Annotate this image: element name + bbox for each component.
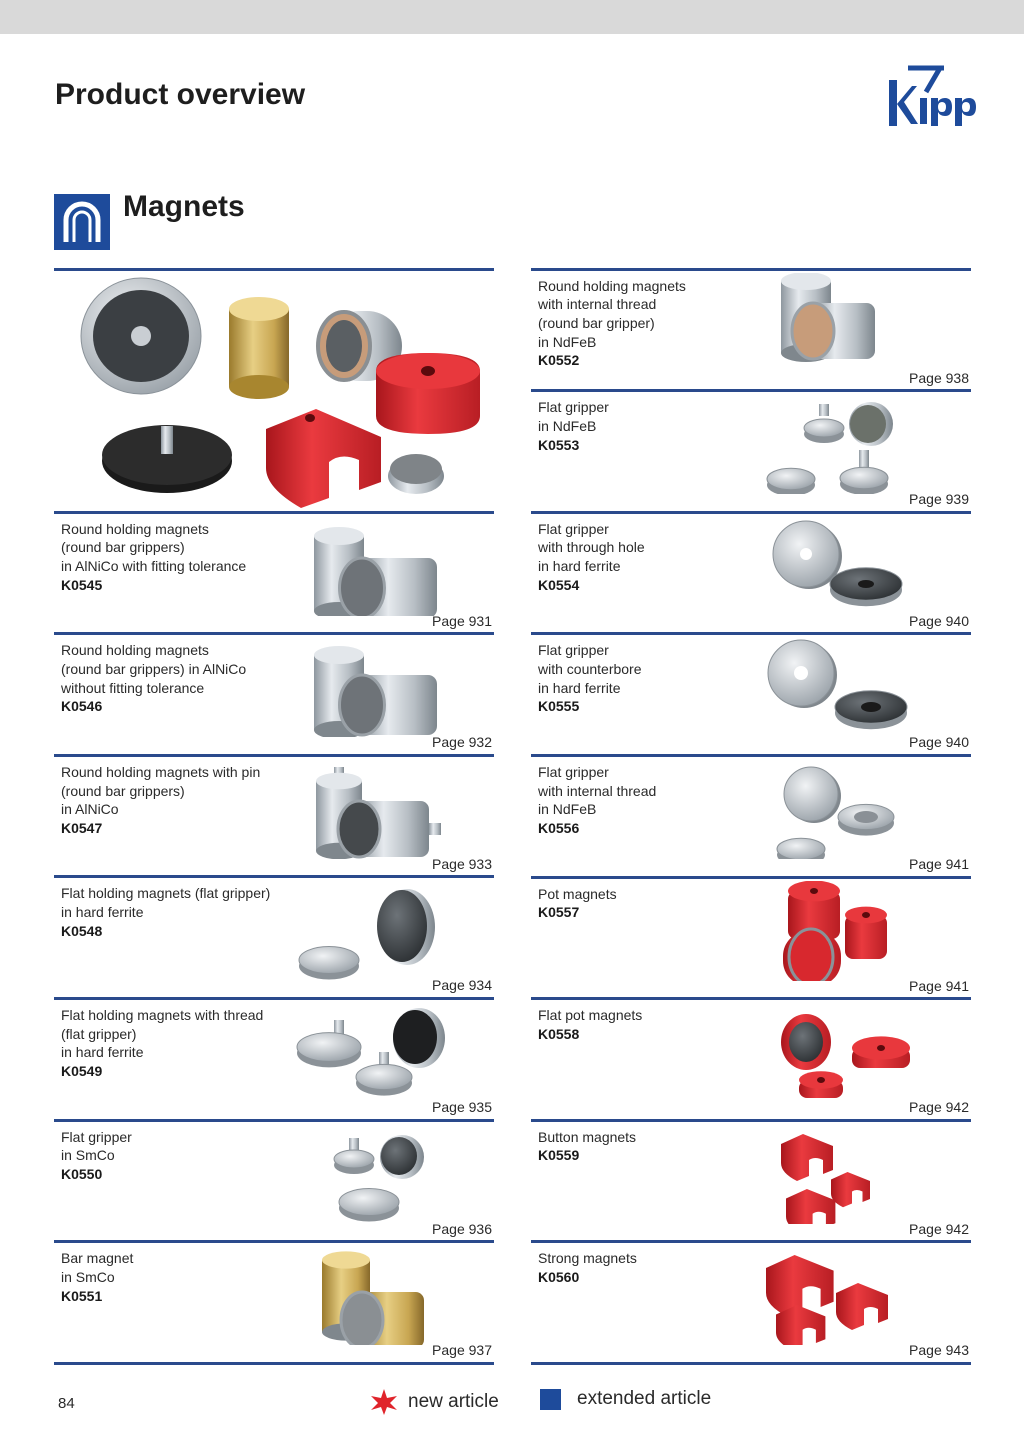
description-line: in hard ferrite <box>61 904 144 921</box>
product-image <box>721 637 971 737</box>
description-line: (round bar grippers) <box>61 539 185 556</box>
page-reference-link[interactable]: Page 938 <box>909 369 969 386</box>
product-image <box>244 516 494 616</box>
product-cell-k0551 <box>54 1240 494 1362</box>
kipp-logo <box>886 62 978 130</box>
page-reference-link[interactable]: Page 936 <box>432 1220 492 1237</box>
product-cell-k0550 <box>54 1119 494 1241</box>
product-image <box>721 273 971 373</box>
description-line: with internal thread <box>538 782 657 799</box>
product-image <box>244 1245 494 1345</box>
product-cell-k0546 <box>54 632 494 754</box>
page-reference-link[interactable]: Page 934 <box>432 977 492 994</box>
description-line: (round bar grippers) in AlNiCo <box>61 660 247 677</box>
product-cell-k0549 <box>54 997 494 1119</box>
description-line: (flat gripper) <box>61 1025 137 1042</box>
product-cell-k0558 <box>531 997 971 1119</box>
legend-new-article <box>370 1388 499 1416</box>
description-line: Flat gripper <box>61 1128 132 1145</box>
article-code: K0560 <box>538 1269 580 1285</box>
description-line: in SmCo <box>61 1268 115 1285</box>
product-image <box>721 1002 971 1102</box>
top-bar <box>0 0 1024 34</box>
product-cell-k0552 <box>531 268 971 390</box>
page-reference-link[interactable]: Page 940 <box>909 734 969 751</box>
description-line: Flat gripper <box>538 520 609 537</box>
description-line: Flat pot magnets <box>538 1007 643 1024</box>
description-line: (round bar gripper) <box>538 314 655 331</box>
description-line: in NdFeB <box>538 801 597 818</box>
article-code: K0556 <box>538 820 580 836</box>
description-line: in hard ferrite <box>538 679 621 696</box>
article-code: K0557 <box>538 904 580 921</box>
description-line: Pot magnets <box>538 885 617 902</box>
section-title: Magnets <box>123 190 245 223</box>
product-cell-k0553 <box>531 389 971 511</box>
description-line: Round holding magnets <box>61 520 209 537</box>
description-line: Flat gripper <box>538 763 609 780</box>
product-image <box>721 394 971 494</box>
product-cell-k0545 <box>54 511 494 633</box>
product-image <box>244 1002 494 1102</box>
legend-extended-label: extended article <box>577 1388 712 1409</box>
page-reference-link[interactable]: Page 933 <box>432 855 492 872</box>
left-bottom-rule <box>54 1362 494 1365</box>
product-image <box>721 516 971 616</box>
description-line: in AlNiCo with fitting tolerance <box>61 558 247 574</box>
page-reference-link[interactable]: Page 939 <box>909 491 969 508</box>
product-cell-k0555 <box>531 632 971 754</box>
description-line: with counterbore <box>538 661 642 677</box>
red-star-icon <box>370 1388 398 1416</box>
product-image <box>721 1124 971 1224</box>
product-cell-k0556 <box>531 754 971 876</box>
description-line: in AlNiCo <box>61 801 119 818</box>
description-line: Round holding magnets with pin <box>61 763 261 780</box>
right-bottom-rule <box>531 1362 971 1365</box>
description-line: Flat holding magnets (flat gripper) <box>61 885 271 902</box>
magnet-section-icon <box>54 194 110 250</box>
legend-new-label: new article <box>408 1391 499 1412</box>
product-image <box>721 1245 971 1345</box>
product-image <box>244 759 494 859</box>
page-reference-link[interactable]: Page 937 <box>432 1342 492 1359</box>
description-line: without fitting tolerance <box>61 679 205 696</box>
description-line: with through hole <box>538 539 645 556</box>
description-line: in NdFeB <box>538 333 597 350</box>
article-code: K0547 <box>61 819 103 836</box>
description-line: Bar magnet <box>61 1250 134 1267</box>
article-code: K0550 <box>61 1166 103 1182</box>
description-line: Button magnets <box>538 1128 637 1145</box>
description-line: in NdFeB <box>538 417 597 434</box>
page-title: Product overview <box>55 78 306 111</box>
article-code: K0545 <box>61 576 103 593</box>
article-code: K0555 <box>538 698 580 715</box>
page-reference-link[interactable]: Page 935 <box>432 1099 492 1115</box>
description-line: with internal thread <box>538 296 657 313</box>
product-image <box>244 1124 494 1224</box>
description-line: in hard ferrite <box>538 558 621 575</box>
description-line: Flat gripper <box>538 399 609 416</box>
description-line: Strong magnets <box>538 1250 637 1267</box>
page-reference-link[interactable]: Page 940 <box>909 612 969 629</box>
article-code: K0546 <box>61 698 103 715</box>
article-code: K0552 <box>538 352 580 369</box>
article-code: K0551 <box>61 1287 103 1304</box>
article-code: K0553 <box>538 436 580 453</box>
description-line: Flat holding magnets with thread <box>61 1007 264 1023</box>
product-cell-k0559 <box>531 1119 971 1241</box>
product-cell-k0548 <box>54 875 494 997</box>
article-code: K0548 <box>61 922 103 939</box>
description-line: in hard ferrite <box>61 1044 144 1061</box>
article-code: K0554 <box>538 576 580 593</box>
page-reference-link[interactable]: Page 942 <box>909 1099 969 1116</box>
description-line: in SmCo <box>61 1147 115 1164</box>
article-code: K0558 <box>538 1025 580 1042</box>
product-cell-k0560 <box>531 1240 971 1362</box>
page-reference-link[interactable]: Page 941 <box>909 977 969 994</box>
article-code: K0549 <box>61 1063 103 1080</box>
product-cell-k0554 <box>531 511 971 633</box>
page-reference-link[interactable]: Page 943 <box>909 1342 969 1359</box>
page-reference-link[interactable]: Page 942 <box>909 1220 969 1237</box>
product-image <box>244 880 494 980</box>
hero-image <box>54 268 494 512</box>
product-image <box>721 759 971 859</box>
legend-extended-article <box>540 1388 711 1410</box>
article-code: K0559 <box>538 1147 580 1164</box>
product-cell-k0547 <box>54 754 494 876</box>
product-image <box>244 637 494 737</box>
description-line: Round holding magnets <box>61 642 209 659</box>
page-reference-link[interactable]: Page 932 <box>432 734 492 751</box>
description-line: Flat gripper <box>538 642 609 659</box>
page-reference-link[interactable]: Page 931 <box>432 612 492 629</box>
product-cell-k0557 <box>531 876 971 998</box>
blue-square-icon <box>540 1389 561 1410</box>
description-line: (round bar grippers) <box>61 782 185 799</box>
page-number: 84 <box>58 1395 75 1412</box>
page-reference-link[interactable]: Page 941 <box>909 855 969 872</box>
product-image <box>721 881 971 981</box>
description-line: Round holding magnets <box>538 277 686 294</box>
